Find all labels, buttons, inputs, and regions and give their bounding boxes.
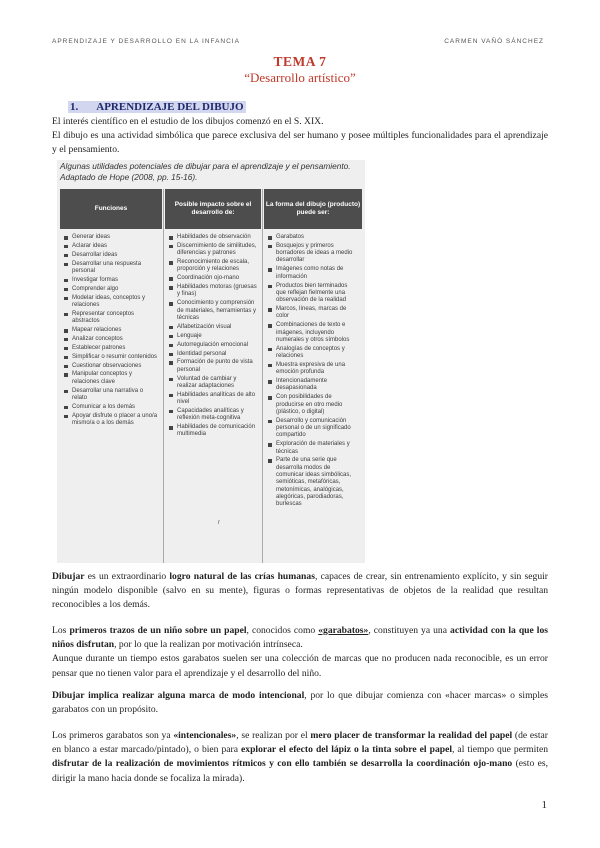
table-cell-item: Manipular conceptos y relaciones clave (64, 371, 158, 386)
table-cell-item: Habilidades motoras (gruesas y finas) (169, 284, 257, 299)
table-cell-item: Generar ideas (64, 234, 158, 241)
table-cell-item: Simplificar o resumir contenidos (64, 354, 158, 361)
table-divider (163, 189, 164, 563)
table-cell-item: Autorregulación emocional (169, 342, 257, 349)
section-number: 1. (70, 101, 79, 113)
table-cell-item: Con posibilidades de producirse en otro medio (plástico, o digital) (268, 394, 359, 416)
table-header-form: La forma del dibujo (producto) puede ser: (264, 189, 362, 229)
table-cell-item: Intencionadamente desapasionada (268, 378, 359, 393)
table-cell-item: Representar conceptos abstractos (64, 311, 158, 326)
table-cell-item: Productos bien terminados que reflejan fielmente una observación de la realidad (268, 283, 359, 305)
p4-text: Los primeros garabatos son ya (52, 730, 174, 741)
intro-line-1: El interés científico en el estudio de los dibujos comenzó en el S. XIX. (52, 116, 324, 127)
p2-bold: actividad con la que los niños disfrutan (52, 625, 548, 651)
p3-bold: Dibujar implica realizar alguna marca de modo intencional (52, 690, 305, 701)
p2-text: Los (52, 625, 70, 636)
p1-text: , capaces de crear, sin entrenamiento explícito, y sin seguir ningún modelo disponible (salvo en su mente), figuras o formas representativas de objetos de la realidad que resultan reconocibles a los demás. (52, 571, 548, 611)
running-header-left: APRENDIZAJE Y DESARROLLO EN LA INFANCIA (52, 38, 240, 45)
table-divider (262, 189, 263, 563)
intro-line-2: El dibujo es una actividad simbólica que parece exclusiva del ser humano y posee múltiples funcionalidades para el aprendizaje y el pensamiento. (52, 130, 548, 156)
table-cell-item: Bosquejos y primeros borradores de ideas a medio desarrollar (268, 243, 359, 265)
table-cell-item: Voluntad de cambiar y realizar adaptaciones (169, 376, 257, 391)
paragraph-primeros-garabatos (52, 729, 548, 786)
p2-bold: primeros trazos de un niño sobre un papel (69, 625, 247, 636)
table-cell-item: Discernimiento de similitudes, diferencias y patrones (169, 243, 257, 258)
p4-bold: «intencionales» (173, 730, 237, 741)
table-column-functions (64, 234, 158, 429)
page-number: 1 (541, 799, 547, 811)
table-cell-item: Comprender algo (64, 286, 158, 293)
table-cell-item: Desarrollar una narrativa o relato (64, 388, 158, 403)
table-cell-item: Mapear relaciones (64, 327, 158, 334)
p1-bold: logro natural de las crías humanas (169, 571, 315, 582)
table-cell-item: Garabatos (268, 234, 359, 241)
table-cell-item: Aclarar ideas (64, 243, 158, 250)
section-label: APRENDIZAJE DEL DIBUJO (96, 101, 244, 113)
table-cell-item: Habilidades analíticas de alto nivel (169, 392, 257, 407)
table-cell-item: Lenguaje (169, 333, 257, 340)
p2-underlined: «garabatos» (318, 625, 369, 636)
table-cell-item: Cuestionar observaciones (64, 363, 158, 370)
table-cell-item: Exploración de materiales y técnicas (268, 441, 359, 456)
table-cell-item: Modelar ideas, conceptos y relaciones (64, 295, 158, 310)
table-cell-item: Parte de una serie que desarrolla modos de comunicar ideas simbólicas, semióticas, metafóricas, metonímicas, analógicas, alegóricas, parodiadoras, burlescas (268, 457, 359, 508)
table-cell-item: Muestra expresiva de una emoción profunda (268, 362, 359, 377)
table-column-form (268, 234, 359, 510)
figure-caption-line-1: Algunas utilidades potenciales de dibujar para el aprendizaje y el pensamiento. (60, 161, 351, 171)
p1-text: es un extraordinario (84, 571, 170, 582)
table-cell-item: Marcos, líneas, marcas de color (268, 306, 359, 321)
table-cell-item: Imágenes como notas de información (268, 266, 359, 281)
table-cell-item: Desarrollar ideas (64, 252, 158, 259)
table-cell-item: Analizar conceptos (64, 336, 158, 343)
page-subtitle: “Desarrollo artístico” (244, 70, 356, 85)
table-cell-item: Establecer patrones (64, 345, 158, 352)
paragraph-dibujar (52, 570, 548, 613)
p3-text: , por lo que dibujar comienza con «hacer marcas» o simples garabatos con un propósito. (52, 690, 548, 716)
table-cell-item: Coordinación ojo-mano (169, 275, 257, 282)
table-cell-item: Combinaciones de texto e imágenes, incluyendo numerales y otros símbolos (268, 322, 359, 344)
table-cell-item: Apoyar disfrute o placer a uno/a mismo/a o a los demás (64, 413, 158, 428)
figure-mark: r (218, 520, 220, 526)
p4-bold: disfrutar de la realización de movimientos rítmicos y con ello también se desarrolla la coordinación ojo-mano (52, 758, 513, 770)
table-header-functions: Funciones (60, 189, 162, 229)
paragraph-intencional (52, 689, 548, 717)
table-header-impact: Posible impacto sobre el desarrollo de: (165, 189, 261, 229)
figure-caption (60, 161, 351, 183)
p4-text: (de estar en blanco a estar marcado/pintado), o bien para (52, 730, 548, 756)
p2-text: , por lo que la realizan por motivación intrínseca. (114, 639, 303, 651)
p4-text: , al tiempo que permiten (452, 744, 548, 756)
utilities-table-figure (57, 160, 365, 563)
section-heading (68, 101, 246, 113)
p4-text: , se realizan por el (236, 730, 311, 741)
page-title: TEMA 7 (273, 54, 327, 69)
running-header-right: CARMEN VAÑÓ SÁNCHEZ (444, 38, 544, 45)
p2-text: , conocidos como (246, 625, 319, 636)
table-cell-item: Habilidades de comunicación multimedia (169, 424, 257, 439)
table-cell-item: Comunicar a los demás (64, 404, 158, 411)
table-column-impact (169, 234, 257, 440)
p4-bold: explorar el efecto del lápiz o la tinta sobre el papel (241, 744, 453, 756)
table-cell-item: Formación de punto de vista personal (169, 359, 257, 374)
table-cell-item: Identidad personal (169, 351, 257, 358)
intro-paragraph (52, 115, 548, 158)
table-cell-item: Capacidades analíticas y reflexión meta-cognitiva (169, 408, 257, 423)
table-cell-item: Desarrollo y comunicación personal o de un significado compartido (268, 418, 359, 440)
table-cell-item: Analogías de conceptos y relaciones (268, 346, 359, 361)
table-cell-item: Alfabetización visual (169, 324, 257, 331)
p4-text: (esto es, dirigir la mano hacia donde se focaliza la mirada). (52, 758, 548, 784)
p2-text: , constituyen ya una (368, 625, 451, 636)
figure-caption-line-2: Adaptado de Hope (2008, pp. 15-16). (60, 172, 198, 182)
p2-continuation: Aunque durante un tiempo estos garabatos suelen ser una colección de marcas que no producen nada reconocible, es un error pensar que no tienen valor para el aprendizaje y el desarrollo del niño. (52, 653, 548, 679)
table-cell-item: Habilidades de observación (169, 234, 257, 241)
table-cell-item: Investigar formas (64, 277, 158, 284)
table-cell-item: Conocimiento y comprensión de materiales, herramientas y técnicas (169, 300, 257, 322)
p1-bold: Dibujar (52, 571, 85, 582)
table-cell-item: Desarrollar una respuesta personal (64, 261, 158, 276)
paragraph-garabatos (52, 624, 548, 681)
table-cell-item: Reconocimiento de escala, proporción y relaciones (169, 259, 257, 274)
p4-bold: mero placer de transformar la realidad del papel (310, 730, 513, 741)
